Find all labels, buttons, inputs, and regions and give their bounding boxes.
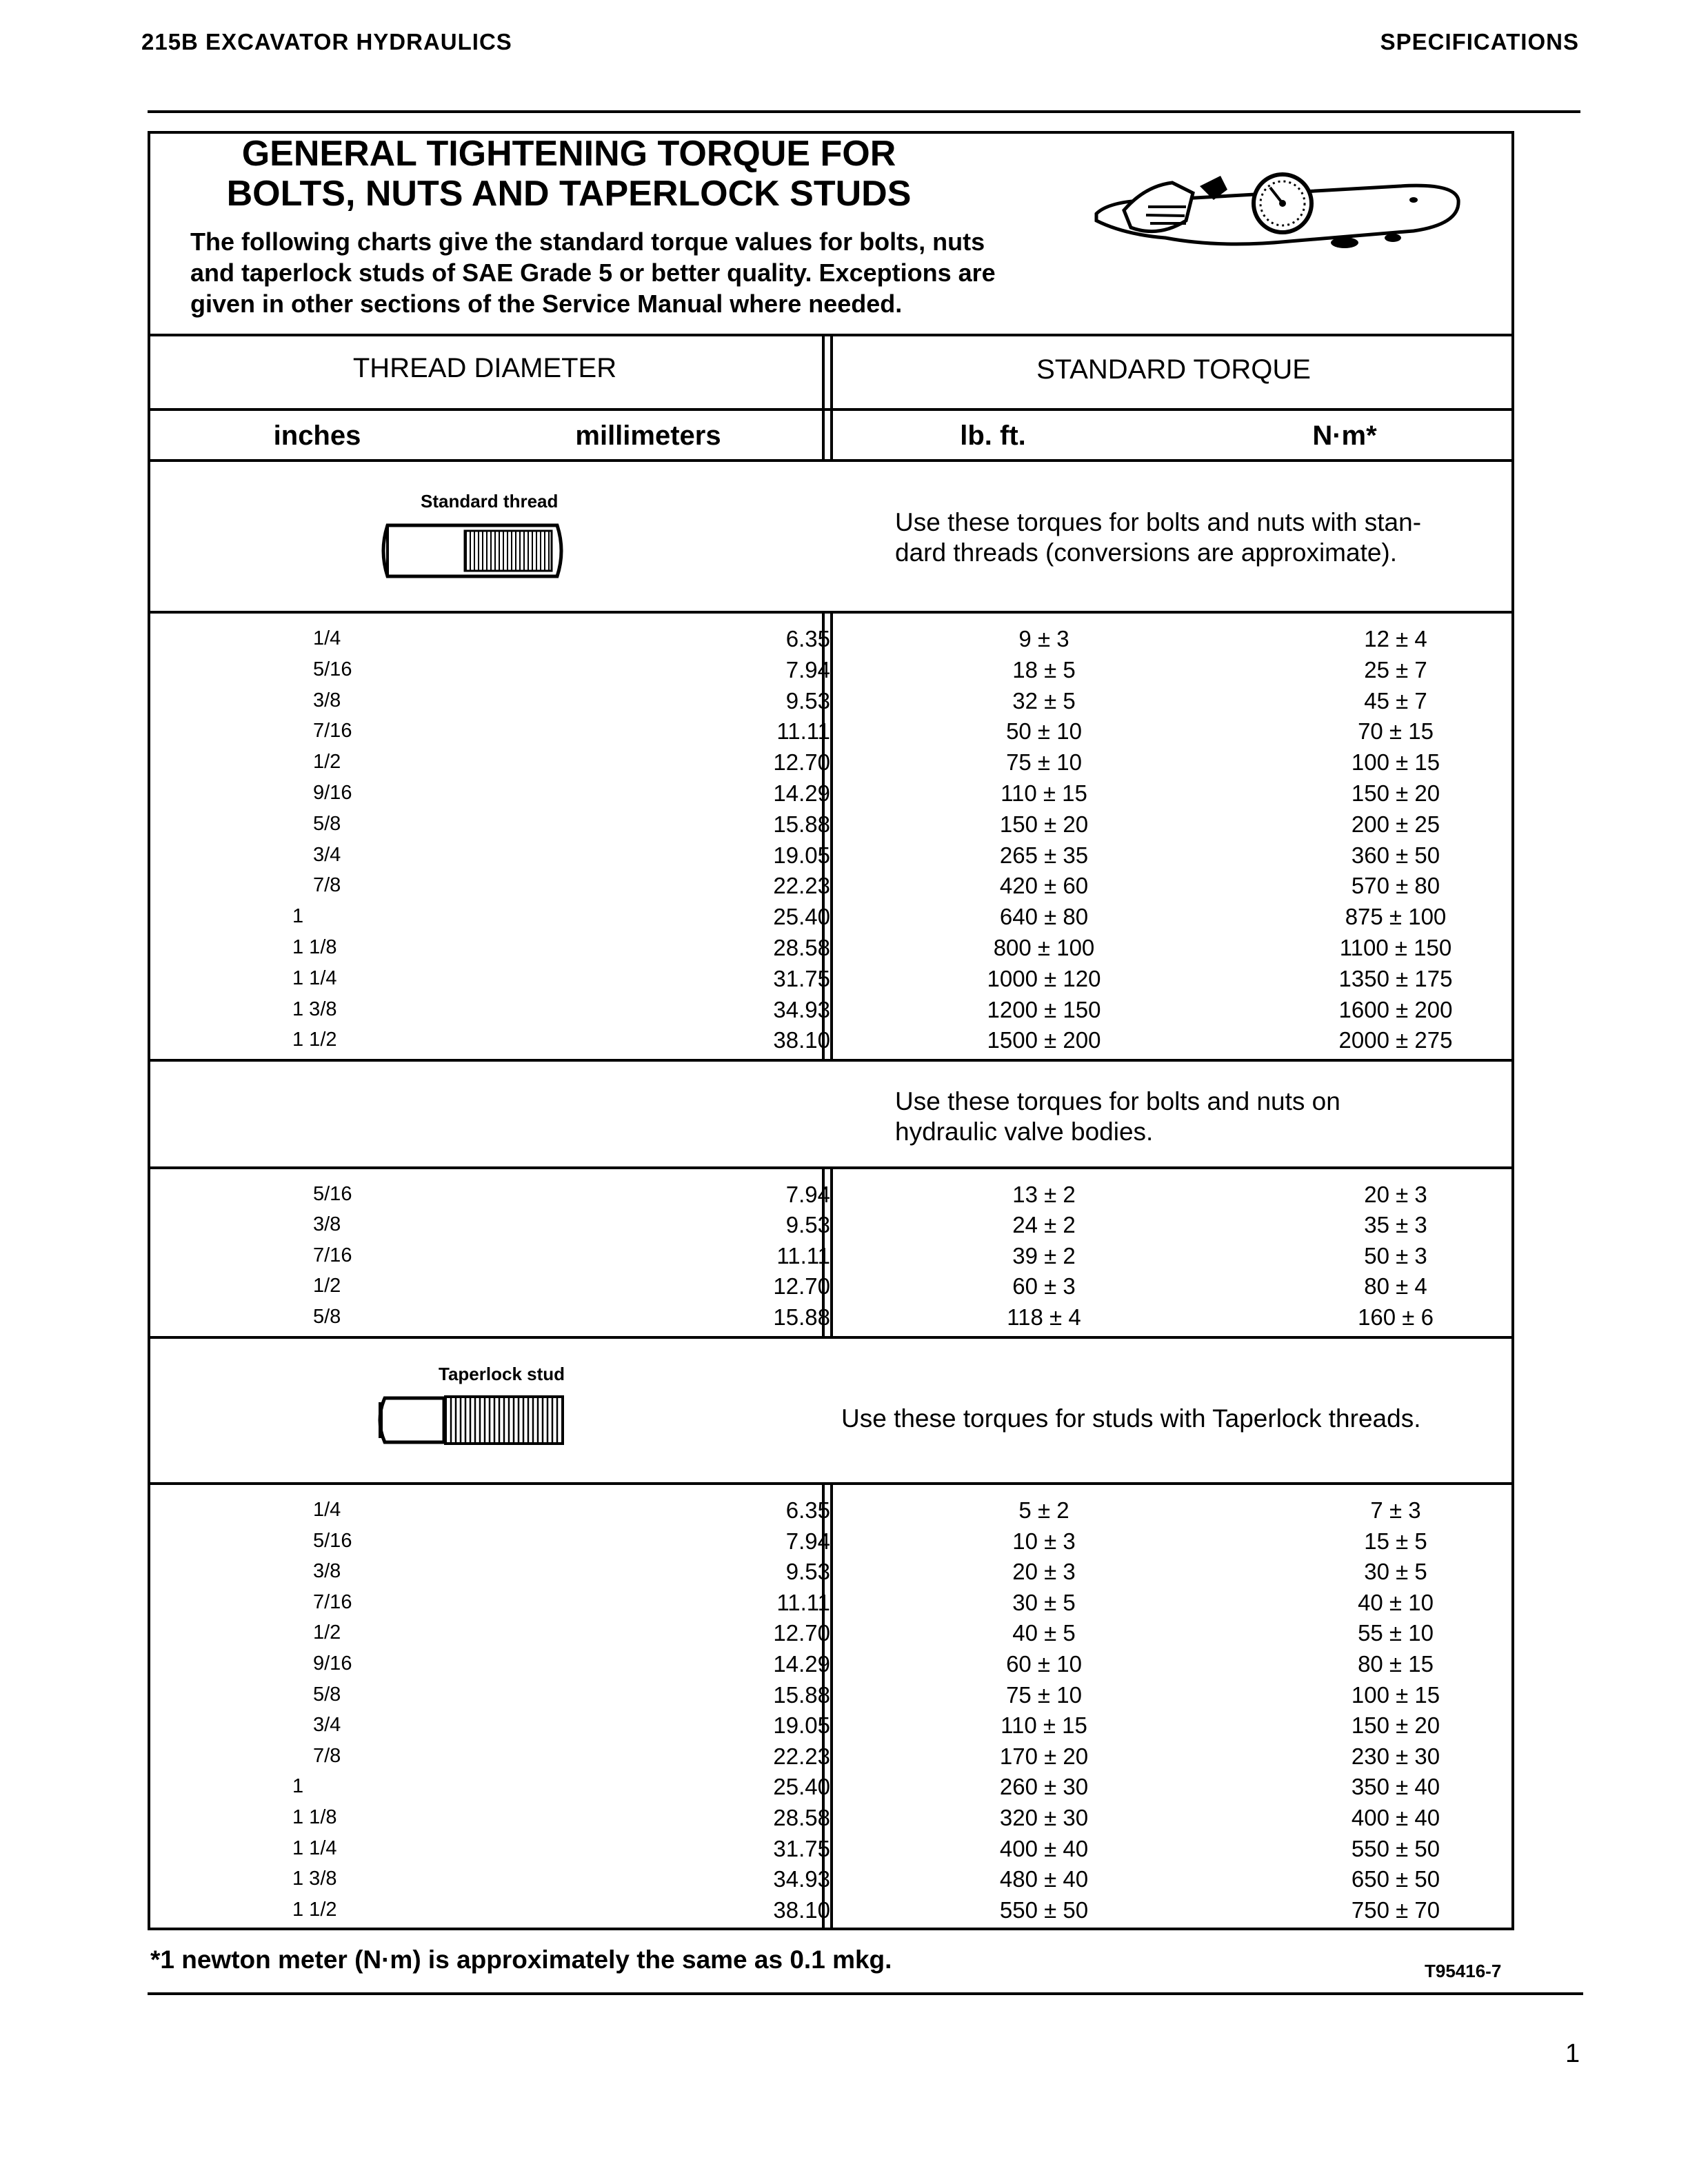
table-row — [148, 1771, 1514, 1802]
lbft-cell: 420 ± 60 — [999, 873, 1089, 898]
millimeters-cell: 38.10 — [773, 1027, 830, 1053]
note2-line-1: Use these torques for bolts and nuts on — [895, 1087, 1340, 1115]
lbft-cell: 800 ± 100 — [993, 935, 1095, 960]
lbft-cell: 18 ± 5 — [1012, 657, 1076, 682]
millimeters-cell: 31.75 — [773, 966, 830, 991]
inches-cell: 1 1/2 — [292, 1029, 337, 1051]
nm-cell: 80 ± 4 — [1364, 1273, 1427, 1299]
inches-cell: 5/8 — [313, 813, 341, 835]
millimeters-cell: 25.40 — [773, 1774, 830, 1799]
millimeters-cell: 22.23 — [773, 873, 830, 898]
valve-body-note — [895, 1086, 1340, 1147]
table-row — [148, 1741, 1514, 1772]
inches-cell: 7/16 — [313, 1591, 352, 1613]
nm-cell: 70 ± 15 — [1358, 718, 1434, 744]
millimeters-cell: 15.88 — [773, 811, 830, 837]
nm-cell: 80 ± 15 — [1358, 1651, 1434, 1677]
millimeters-header: millimeters — [575, 421, 721, 451]
table-row — [148, 870, 1514, 901]
lbft-cell: 110 ± 15 — [1001, 780, 1087, 806]
note2-line-2: hydraulic valve bodies. — [895, 1118, 1154, 1146]
nm-cell: 1350 ± 175 — [1338, 966, 1453, 991]
nm-cell: 550 ± 50 — [1351, 1836, 1440, 1861]
nm-cell: 230 ± 30 — [1351, 1743, 1440, 1769]
millimeters-cell: 9.53 — [785, 688, 830, 714]
millimeters-cell: 34.93 — [773, 1866, 830, 1892]
nm-cell: 360 ± 50 — [1351, 842, 1440, 868]
table-row — [148, 1648, 1514, 1679]
nm-cell: 50 ± 3 — [1364, 1243, 1427, 1268]
taperlock-stud-icon — [372, 1393, 572, 1448]
millimeters-cell: 7.94 — [785, 1182, 830, 1207]
millimeters-cell: 9.53 — [785, 1559, 830, 1584]
inches-cell: 1/4 — [313, 627, 341, 649]
nm-cell: 200 ± 25 — [1351, 811, 1440, 837]
table-row — [148, 840, 1514, 871]
intro-line-3: given in other sections of the Service Manual where needed. — [190, 290, 903, 318]
millimeters-cell: 11.11 — [776, 718, 830, 744]
table-row — [148, 685, 1514, 716]
millimeters-cell: 34.93 — [773, 997, 830, 1022]
nm-cell: 20 ± 3 — [1364, 1182, 1427, 1207]
inches-cell: 3/8 — [313, 1560, 341, 1582]
table-row — [148, 901, 1514, 932]
lbft-cell: 400 ± 40 — [999, 1836, 1089, 1861]
nm-cell: 45 ± 7 — [1364, 688, 1427, 714]
taperlock-note — [841, 1404, 1420, 1434]
lbft-cell: 550 ± 50 — [999, 1897, 1089, 1923]
millimeters-cell: 12.70 — [773, 1273, 830, 1299]
millimeters-cell: 22.23 — [773, 1743, 830, 1769]
nm-cell: 400 ± 40 — [1351, 1805, 1440, 1830]
intro-line-1: The following charts give the standard torque values for bolts, nuts — [190, 228, 985, 256]
inches-cell: 1 1/4 — [292, 967, 337, 989]
inches-cell: 1/2 — [313, 751, 341, 773]
lbft-cell: 480 ± 40 — [999, 1866, 1089, 1892]
nm-cell: 40 ± 10 — [1358, 1590, 1434, 1615]
nm-cell: 7 ± 3 — [1370, 1497, 1421, 1523]
inches-cell: 3/4 — [313, 844, 341, 866]
millimeters-cell: 7.94 — [785, 1528, 830, 1554]
table-row — [148, 1024, 1514, 1055]
intro-line-2: and taperlock studs of SAE Grade 5 or better quality. Exceptions are — [190, 259, 996, 287]
millimeters-cell: 9.53 — [785, 1212, 830, 1237]
nm-cell: 1100 ± 150 — [1339, 935, 1452, 960]
table-row — [148, 1863, 1514, 1894]
standard-thread-note — [895, 507, 1421, 568]
nm-cell: 350 ± 40 — [1351, 1774, 1440, 1799]
lbft-cell: 265 ± 35 — [999, 842, 1089, 868]
figure-code: T95416-7 — [1425, 1961, 1502, 1981]
table-row — [148, 1587, 1514, 1618]
inches-cell: 5/8 — [313, 1306, 341, 1328]
table-row — [148, 1617, 1514, 1648]
taperlock-stud-label: Taperlock stud — [439, 1364, 565, 1384]
lbft-cell: 320 ± 30 — [999, 1805, 1089, 1830]
table-row — [148, 1302, 1514, 1333]
lbft-cell: 39 ± 2 — [1012, 1243, 1076, 1268]
nm-cell: 750 ± 70 — [1351, 1897, 1440, 1923]
torque-wrench-icon — [1083, 172, 1469, 262]
table-row — [148, 963, 1514, 994]
table-row — [148, 1240, 1514, 1271]
lbft-cell: 640 ± 80 — [999, 904, 1089, 929]
note1-line-1: Use these torques for bolts and nuts with stan- — [895, 508, 1422, 536]
nm-cell: 100 ± 15 — [1351, 1682, 1440, 1708]
lbft-cell: 75 ± 10 — [1006, 749, 1082, 775]
lbft-cell: 32 ± 5 — [1012, 688, 1076, 714]
table-row — [148, 1833, 1514, 1864]
inches-cell: 5/8 — [313, 1684, 341, 1706]
table-row — [148, 994, 1514, 1025]
chart-title — [207, 134, 931, 214]
inches-header: inches — [273, 421, 361, 451]
table-row — [148, 778, 1514, 809]
inches-cell: 1 — [292, 1775, 304, 1797]
table-row — [148, 1556, 1514, 1587]
inches-cell: 3/8 — [313, 1213, 341, 1235]
table-row — [148, 1526, 1514, 1557]
inches-cell: 1 3/8 — [292, 1868, 337, 1890]
nm-cell: 30 ± 5 — [1364, 1559, 1427, 1584]
millimeters-cell: 15.88 — [773, 1304, 830, 1330]
title-line-1: GENERAL TIGHTENING TORQUE FOR — [241, 134, 896, 174]
lbft-cell: 20 ± 3 — [1012, 1559, 1076, 1584]
standard-thread-label: Standard thread — [421, 491, 559, 512]
lbft-cell: 13 ± 2 — [1012, 1182, 1076, 1207]
inches-cell: 1 1/8 — [292, 936, 337, 958]
millimeters-cell: 28.58 — [773, 1805, 830, 1830]
millimeters-cell: 12.70 — [773, 749, 830, 775]
footnote: *1 newton meter (N·m) is approximately the same as 0.1 mkg. — [150, 1945, 892, 1974]
standard-thread-bolt-icon — [378, 521, 568, 580]
table-row — [148, 809, 1514, 840]
table-row — [148, 1679, 1514, 1710]
nm-cell: 150 ± 20 — [1351, 780, 1440, 806]
table-row — [148, 1271, 1514, 1302]
millimeters-cell: 25.40 — [773, 904, 830, 929]
inches-cell: 7/8 — [313, 874, 341, 896]
lbft-header: lb. ft. — [960, 421, 1026, 451]
nm-cell: 650 ± 50 — [1351, 1866, 1440, 1892]
millimeters-cell: 6.35 — [785, 626, 830, 651]
inches-cell: 1 3/8 — [292, 998, 337, 1020]
inches-cell: 7/16 — [313, 1244, 352, 1266]
nm-header: N·m* — [1312, 421, 1377, 451]
lbft-cell: 150 ± 20 — [999, 811, 1089, 837]
lbft-cell: 60 ± 10 — [1006, 1651, 1082, 1677]
inches-cell: 7/8 — [313, 1745, 341, 1767]
millimeters-cell: 11.11 — [776, 1590, 830, 1615]
lbft-cell: 110 ± 15 — [1001, 1712, 1087, 1738]
millimeters-cell: 38.10 — [773, 1897, 830, 1923]
table-row — [148, 1209, 1514, 1240]
thread-diameter-header: THREAD DIAMETER — [352, 353, 617, 383]
lbft-cell: 40 ± 5 — [1012, 1620, 1076, 1646]
table-row — [148, 1710, 1514, 1741]
inches-cell: 5/16 — [313, 1530, 352, 1552]
standard-torque-header: STANDARD TORQUE — [1036, 354, 1311, 385]
inches-cell: 1/2 — [313, 1621, 341, 1644]
nm-cell: 2000 ± 275 — [1338, 1027, 1453, 1053]
intro-text — [190, 226, 1073, 319]
nm-cell: 160 ± 6 — [1358, 1304, 1434, 1330]
inches-cell: 1 1/8 — [292, 1806, 337, 1828]
nm-cell: 25 ± 7 — [1364, 657, 1427, 682]
millimeters-cell: 14.29 — [773, 780, 830, 806]
table-row — [148, 654, 1514, 685]
lbft-cell: 5 ± 2 — [1018, 1497, 1069, 1523]
millimeters-cell: 11.11 — [776, 1243, 830, 1268]
nm-cell: 1600 ± 200 — [1338, 997, 1453, 1022]
note3-line-1: Use these torques for studs with Taperlock threads. — [841, 1404, 1421, 1433]
inches-cell: 1 1/2 — [292, 1899, 337, 1921]
lbft-cell: 1000 ± 120 — [987, 966, 1101, 991]
header-rule — [148, 110, 1580, 113]
title-line-2: BOLTS, NUTS AND TAPERLOCK STUDS — [226, 174, 912, 214]
table-row — [148, 1894, 1514, 1925]
table-row — [148, 1179, 1514, 1210]
millimeters-cell: 14.29 — [773, 1651, 830, 1677]
millimeters-cell: 6.35 — [785, 1497, 830, 1523]
lbft-cell: 170 ± 20 — [999, 1743, 1089, 1769]
table-row — [148, 623, 1514, 654]
inches-cell: 3/8 — [313, 689, 341, 711]
lbft-cell: 9 ± 3 — [1018, 626, 1069, 651]
millimeters-cell: 19.05 — [773, 842, 830, 868]
inches-cell: 1 1/4 — [292, 1837, 337, 1859]
nm-cell: 570 ± 80 — [1351, 873, 1440, 898]
lbft-cell: 1200 ± 150 — [987, 997, 1101, 1022]
table-row — [148, 716, 1514, 747]
manual-title: 215B EXCAVATOR HYDRAULICS — [141, 29, 512, 54]
nm-cell: 15 ± 5 — [1364, 1528, 1427, 1554]
nm-cell: 875 ± 100 — [1345, 904, 1447, 929]
table-row — [148, 932, 1514, 963]
lbft-cell: 260 ± 30 — [999, 1774, 1089, 1799]
millimeters-cell: 19.05 — [773, 1712, 830, 1738]
inches-cell: 5/16 — [313, 1183, 352, 1205]
millimeters-cell: 28.58 — [773, 935, 830, 960]
inches-cell: 3/4 — [313, 1714, 341, 1736]
nm-cell: 100 ± 15 — [1351, 749, 1440, 775]
inches-cell: 9/16 — [313, 1652, 352, 1675]
center-rule-a1 — [822, 335, 825, 462]
table-row — [148, 1495, 1514, 1526]
inches-cell: 5/16 — [313, 658, 352, 680]
lbft-cell: 60 ± 3 — [1012, 1273, 1076, 1299]
lbft-cell: 30 ± 5 — [1012, 1590, 1076, 1615]
inches-cell: 1 — [292, 905, 304, 927]
nm-cell: 35 ± 3 — [1364, 1212, 1427, 1237]
lbft-cell: 1500 ± 200 — [987, 1027, 1101, 1053]
lbft-cell: 24 ± 2 — [1012, 1212, 1076, 1237]
inches-cell: 1/4 — [313, 1499, 341, 1521]
inches-cell: 7/16 — [313, 720, 352, 742]
millimeters-cell: 15.88 — [773, 1682, 830, 1708]
inches-cell: 1/2 — [313, 1275, 341, 1297]
millimeters-cell: 7.94 — [785, 657, 830, 682]
inches-cell: 9/16 — [313, 782, 352, 804]
lbft-cell: 10 ± 3 — [1012, 1528, 1076, 1554]
table-row — [148, 1802, 1514, 1833]
page-number: 1 — [1565, 2039, 1580, 2068]
lbft-cell: 75 ± 10 — [1006, 1682, 1082, 1708]
lbft-cell: 118 ± 4 — [1007, 1304, 1081, 1330]
nm-cell: 55 ± 10 — [1358, 1620, 1434, 1646]
nm-cell: 150 ± 20 — [1351, 1712, 1440, 1738]
table-row — [148, 747, 1514, 778]
millimeters-cell: 12.70 — [773, 1620, 830, 1646]
lbft-cell: 50 ± 10 — [1006, 718, 1082, 744]
nm-cell: 12 ± 4 — [1364, 626, 1427, 651]
millimeters-cell: 31.75 — [773, 1836, 830, 1861]
section-title: SPECIFICATIONS — [1380, 29, 1579, 54]
note1-line-2: dard threads (conversions are approximate). — [895, 538, 1398, 567]
footer-rule — [148, 1992, 1583, 1995]
